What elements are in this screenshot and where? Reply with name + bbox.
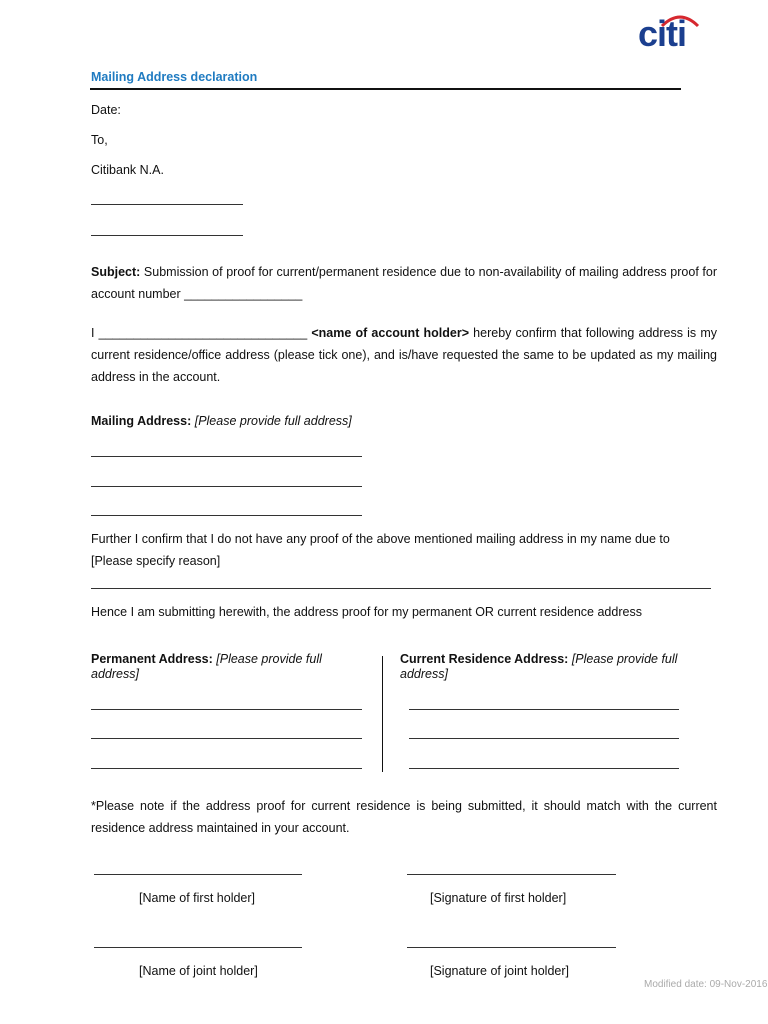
mailing-address-line-3[interactable] xyxy=(91,515,362,516)
signature-first-holder-label: [Signature of first holder] xyxy=(430,891,567,905)
address-blank-line-2[interactable] xyxy=(91,235,243,236)
column-divider xyxy=(382,656,383,772)
bank-name: Citibank N.A. xyxy=(91,163,164,177)
to-label: To, xyxy=(91,133,108,147)
permanent-address-line-3[interactable] xyxy=(91,768,362,769)
permanent-address-heading xyxy=(91,652,351,682)
logo-text: citi xyxy=(638,13,687,54)
signature-joint-holder-line[interactable] xyxy=(407,947,616,948)
confirm-prefix: I ______________________________ xyxy=(91,326,312,340)
title-rule xyxy=(90,88,681,90)
mailing-address-label: Mailing Address: xyxy=(91,414,192,428)
current-address-line-1[interactable] xyxy=(409,709,679,710)
current-address-line-3[interactable] xyxy=(409,768,679,769)
document-title: Mailing Address declaration xyxy=(91,70,258,84)
mailing-address-line-2[interactable] xyxy=(91,486,362,487)
permanent-address-label: Permanent Address: xyxy=(91,652,213,666)
account-holder-placeholder: <name of account holder> xyxy=(311,326,470,340)
address-blank-line-1[interactable] xyxy=(91,204,243,205)
current-address-heading xyxy=(400,652,690,682)
subject-paragraph xyxy=(91,261,717,305)
name-first-holder-line[interactable] xyxy=(94,874,302,875)
name-joint-holder-line[interactable] xyxy=(94,947,302,948)
signature-first-holder-line[interactable] xyxy=(407,874,616,875)
note-paragraph: *Please note if the address proof for current residence is being submitted, it should match with the current residence address maintained in your account. xyxy=(91,799,717,835)
citi-logo xyxy=(638,14,718,54)
date-label: Date: xyxy=(91,103,121,117)
modified-date: Modified date: 09-Nov-2016 xyxy=(644,979,768,990)
mailing-address-hint: [Please provide full address] xyxy=(191,414,352,428)
name-joint-holder-label: [Name of joint holder] xyxy=(139,964,258,978)
permanent-address-line-2[interactable] xyxy=(91,738,362,739)
specify-reason-hint: [Please specify reason] xyxy=(91,554,221,568)
current-address-hint: [Please provide full address] xyxy=(400,652,678,681)
permanent-address-hint: [Please provide full address] xyxy=(91,652,322,681)
hence-paragraph: Hence I am submitting herewith, the address proof for my permanent OR current residence address xyxy=(91,605,642,619)
mailing-address-line-1[interactable] xyxy=(91,456,362,457)
reason-line[interactable] xyxy=(91,588,711,589)
mailing-address-heading xyxy=(91,410,352,432)
name-first-holder-label: [Name of first holder] xyxy=(139,891,256,905)
subject-label: Subject: xyxy=(91,265,141,279)
further-confirm-line: Further I confirm that I do not have any proof of the above mentioned mailing address in my name due to xyxy=(91,532,670,546)
signature-joint-holder-label: [Signature of joint holder] xyxy=(430,964,569,978)
current-address-line-2[interactable] xyxy=(409,738,679,739)
current-address-label: Current Residence Address: xyxy=(400,652,569,666)
confirm-paragraph xyxy=(91,322,717,388)
subject-text: Submission of proof for current/permanent residence due to non-availability of mailing address proof for account number _________________ xyxy=(91,265,717,301)
permanent-address-line-1[interactable] xyxy=(91,709,362,710)
confirm-text: hereby confirm that following address is my current residence/office address (please tick one), and is/have requested the same to be updated as my mailing address in the account. xyxy=(91,326,717,384)
